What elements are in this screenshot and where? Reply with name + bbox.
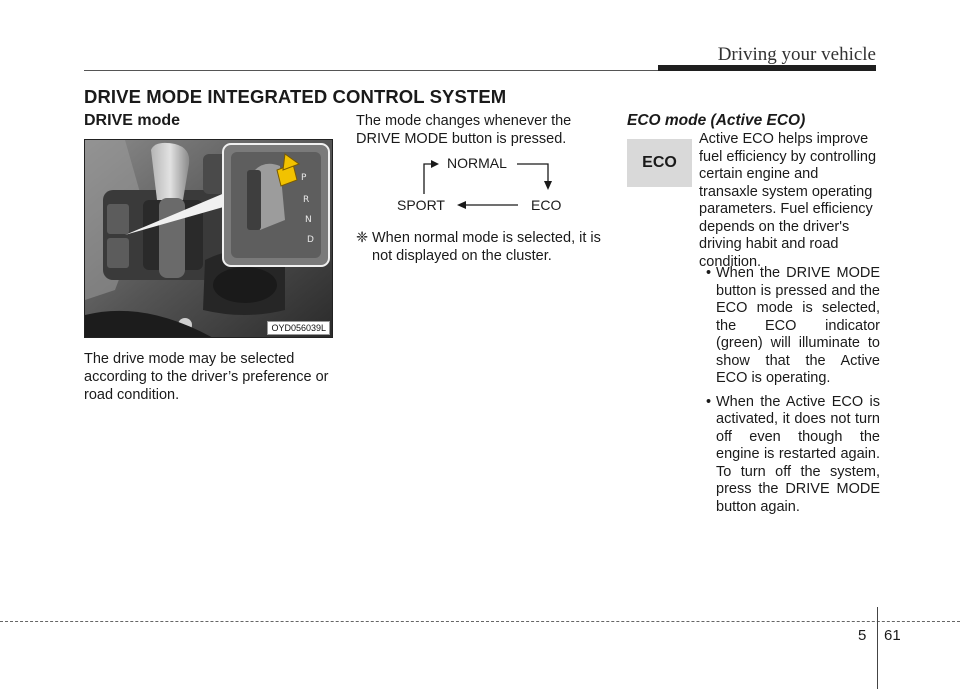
normal-mode-note: [356, 229, 608, 265]
mode-eco-label: ECO: [531, 197, 562, 213]
eco-mode-heading: ECO mode (Active ECO): [627, 112, 806, 129]
svg-text:D: D: [307, 235, 314, 245]
eco-badge: ECO: [627, 139, 692, 187]
header-rule-accent: [658, 65, 876, 71]
bullet-text: When the Active ECO is activated, it does not turn off even though the engine is restarted again. To turn off the system, press the DRIVE MODE button again.: [716, 393, 880, 515]
mode-sport-label: SPORT: [397, 197, 445, 213]
page-number: 61: [884, 627, 901, 644]
list-item: [706, 394, 880, 517]
gear-console-illustration: [85, 140, 333, 338]
note-mark-icon: ❈: [356, 230, 369, 246]
drive-mode-photo: [84, 139, 333, 338]
running-header: Driving your vehicle: [717, 44, 876, 65]
bullet-icon: •: [706, 265, 712, 281]
bullet-icon: •: [706, 393, 712, 410]
eco-intro-text: Active ECO helps improve fuel efficiency by controlling certain engine and transaxle system operating parameters. Fuel efficiency depends on the driver's driving habit and road condition.: [699, 131, 877, 270]
photo-code: OYD056039L: [267, 321, 330, 335]
footer-rule: [0, 621, 960, 622]
footer-divider: [877, 607, 878, 689]
drive-mode-description: The drive mode may be selected according to the driver’s preference or road condition.: [84, 351, 329, 403]
drive-mode-heading: DRIVE mode: [84, 112, 181, 129]
svg-text:R: R: [303, 195, 310, 205]
mode-change-text: The mode changes whenever the DRIVE MODE button is pressed.: [356, 113, 572, 147]
bullet-text: When the DRIVE MODE button is pressed and the ECO mode is selected, the ECO indicator (green) will illuminate to show that the Active ECO is operating.: [716, 265, 880, 386]
svg-text:N: N: [305, 215, 312, 225]
note-text: When normal mode is selected, it is not displayed on the cluster.: [372, 230, 601, 264]
mode-cycle-diagram: [390, 150, 590, 220]
eco-bullet-list: [706, 265, 880, 522]
chapter-number: 5: [858, 627, 867, 644]
section-title: DRIVE MODE INTEGRATED CONTROL SYSTEM: [84, 86, 507, 107]
mode-normal-label: NORMAL: [447, 155, 507, 171]
svg-text:P: P: [301, 173, 307, 183]
list-item: [706, 265, 880, 388]
